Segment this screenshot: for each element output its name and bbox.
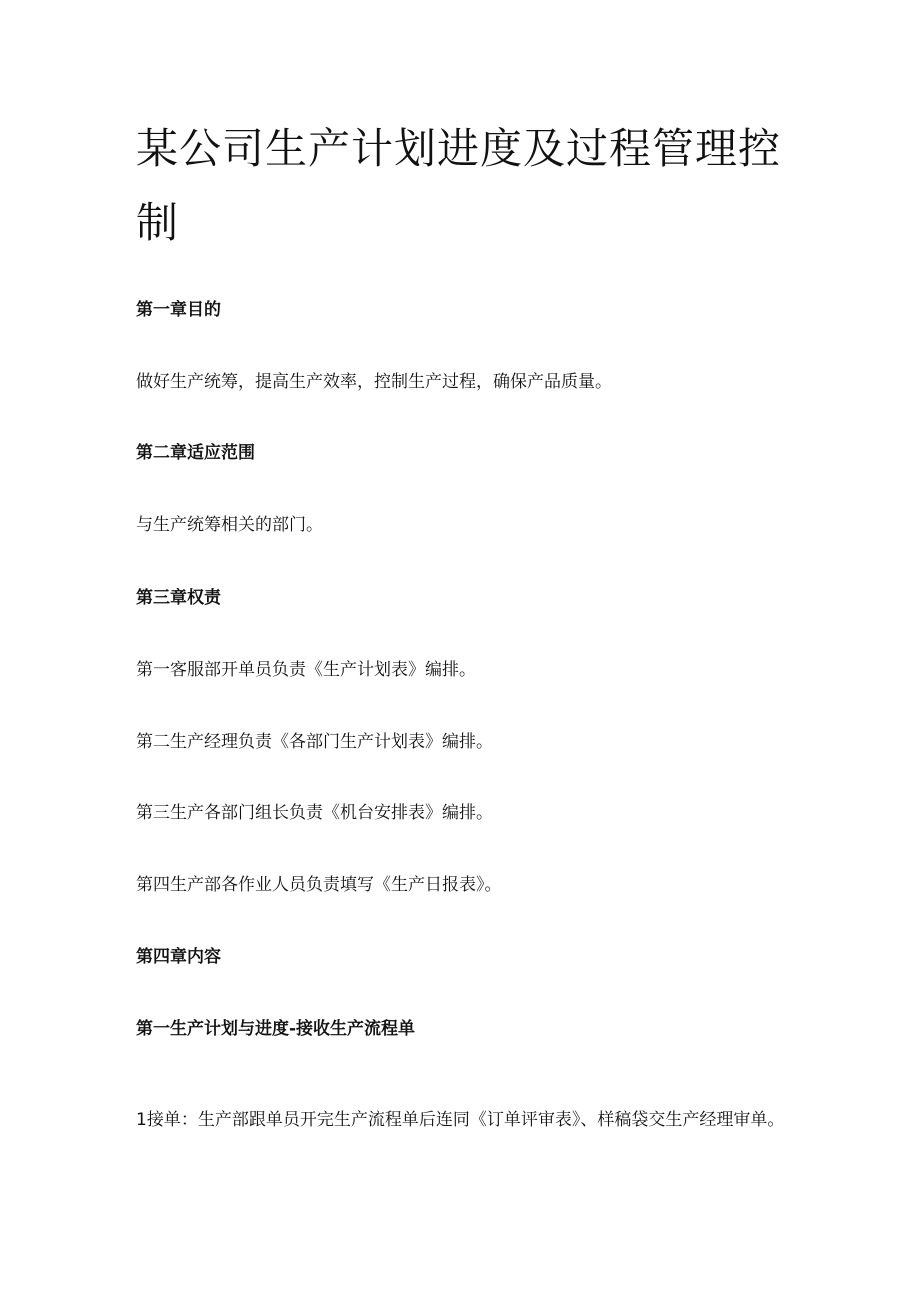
chapter4-item-1: 1接单：生产部跟单员开完生产流程单后连同《订单评审表》、样稿袋交生产经理审单。 (136, 1110, 785, 1130)
chapter4-heading: 第四章内容 (136, 947, 221, 967)
chapter4-section1-heading: 第一生产计划与进度-接收生产流程单 (136, 1019, 416, 1039)
document-title: 某公司生产计划进度及过程管理控制 (136, 124, 782, 247)
chapter3-item-1: 第一客服部开单员负责《生产计划表》编排。 (136, 660, 476, 680)
chapter1-heading: 第一章目的 (136, 300, 221, 320)
chapter3-item-2: 第二生产经理负责《各部门生产计划表》编排。 (136, 732, 493, 752)
chapter2-heading: 第二章适应范围 (136, 443, 255, 463)
chapter3-heading: 第三章权责 (136, 588, 221, 608)
chapter1-text: 做好生产统筹，提高生产效率，控制生产过程，确保产品质量。 (136, 372, 612, 392)
chapter2-text: 与生产统筹相关的部门。 (136, 515, 323, 535)
chapter3-item-4: 第四生产部各作业人员负责填写《生产日报表》。 (136, 875, 502, 895)
chapter3-item-3: 第三生产各部门组长负责《机台安排表》编排。 (136, 803, 493, 823)
